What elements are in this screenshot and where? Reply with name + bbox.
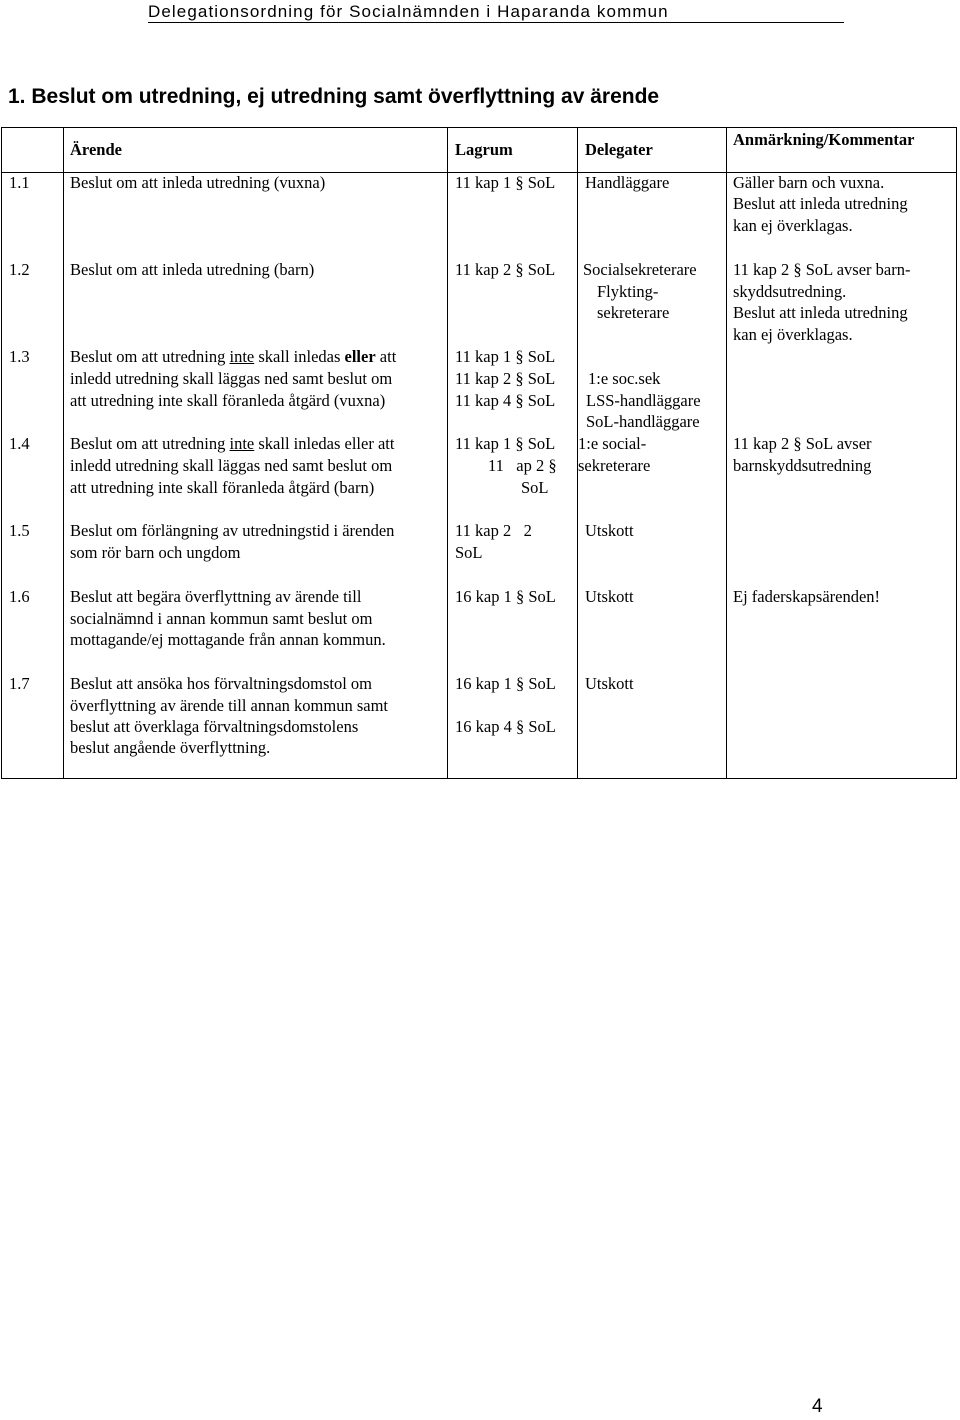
cell-arende: att utredning inte skall föranleda åtgärd (barn) (70, 478, 375, 497)
cell-lagrum: 11 kap 2 § SoL (455, 260, 556, 279)
column-header-lagrum: Lagrum (455, 140, 513, 159)
section-title: 1. Beslut om utredning, ej utredning samt överflyttning av ärende (8, 85, 660, 108)
cell-lagrum: SoL (455, 543, 483, 562)
row-number: 1.5 (9, 521, 30, 540)
cell-arende: beslut att överklaga förvaltningsdomstolens (70, 717, 359, 736)
cell-delegater: Utskott (585, 674, 634, 693)
cell-lagrum: 16 kap 1 § SoL (455, 587, 556, 606)
cell-lagrum: 11 kap 2 § SoL (455, 369, 556, 388)
cell-arende: Beslut om att inleda utredning (vuxna) (70, 173, 326, 192)
cell-delegater: sekreterare (597, 303, 670, 322)
cell-arende: som rör barn och ungdom (70, 543, 241, 562)
column-divider (447, 127, 448, 779)
cell-lagrum: 11 ap 2 § (488, 456, 557, 475)
cell-arende: Beslut om förlängning av utredningstid i ärenden (70, 521, 395, 540)
arende-text: skall inledas eller att (254, 434, 395, 453)
header-rule (148, 22, 844, 23)
cell-arende: socialnämnd i annan kommun samt beslut om (70, 609, 373, 628)
cell-lagrum: 11 kap 1 § SoL (455, 434, 556, 453)
cell-delegater: Flykting- (597, 282, 659, 301)
cell-delegater: 1:e soc.sek (588, 369, 661, 388)
cell-arende: beslut angående överflyttning. (70, 738, 271, 757)
row-number: 1.3 (9, 347, 30, 366)
cell-lagrum: SoL (521, 478, 549, 497)
cell-lagrum: 11 kap 4 § SoL (455, 391, 556, 410)
document-header: Delegationsordning för Socialnämnden i Haparanda kommun (148, 2, 669, 21)
row-number: 1.1 (9, 173, 30, 192)
cell-anmarkning: Gäller barn och vuxna. (733, 173, 885, 192)
cell-anmarkning: 11 kap 2 § SoL avser barn- (733, 260, 911, 279)
cell-arende: Beslut att ansöka hos förvaltningsdomstol om (70, 674, 373, 693)
cell-delegater: Utskott (585, 587, 634, 606)
cell-arende (70, 346, 396, 368)
cell-arende: Beslut om att inleda utredning (barn) (70, 260, 315, 279)
cell-arende: Beslut att begära överflyttning av ärende till (70, 587, 362, 606)
cell-lagrum: 11 kap 1 § SoL (455, 347, 556, 366)
column-header-delegater: Delegater (585, 140, 653, 159)
cell-delegater: Handläggare (585, 173, 670, 192)
cell-delegater: Socialsekreterare (583, 260, 697, 279)
row-number: 1.6 (9, 587, 30, 606)
cell-lagrum: 11 kap 1 § SoL (455, 173, 556, 192)
cell-delegater: 1:e social- (578, 434, 647, 453)
cell-delegater: SoL-handläggare (586, 412, 700, 431)
cell-arende: att utredning inte skall föranleda åtgärd (vuxna) (70, 391, 386, 410)
emphasis-inte: inte (229, 434, 255, 453)
cell-arende: inledd utredning skall läggas ned samt beslut om (70, 369, 393, 388)
page-number: 4 (812, 1396, 823, 1417)
cell-anmarkning: Beslut att inleda utredning (733, 194, 908, 213)
row-number: 1.7 (9, 674, 30, 693)
arende-text: skall inledas (254, 347, 345, 366)
column-divider (63, 127, 64, 779)
row-number: 1.2 (9, 260, 30, 279)
emphasis-eller: eller (344, 347, 376, 366)
cell-anmarkning: Beslut att inleda utredning (733, 303, 908, 322)
cell-anmarkning: 11 kap 2 § SoL avser (733, 434, 872, 453)
cell-arende: inledd utredning skall läggas ned samt beslut om (70, 456, 393, 475)
column-header-anmarkning: Anmärkning/Kommentar (733, 130, 915, 149)
cell-arende (70, 433, 394, 455)
cell-anmarkning: Ej faderskapsärenden! (733, 587, 881, 606)
column-divider (726, 127, 727, 779)
emphasis-inte: inte (229, 347, 255, 366)
cell-arende: överflyttning av ärende till annan kommun samt (70, 696, 389, 715)
cell-lagrum: 11 kap 2 2 (455, 521, 532, 540)
cell-anmarkning: kan ej överklagas. (733, 325, 853, 344)
arende-text: att (375, 347, 397, 366)
cell-arende: mottagande/ej mottagande från annan kommun. (70, 630, 386, 649)
cell-anmarkning: barnskyddsutredning (733, 456, 872, 475)
row-number: 1.4 (9, 434, 30, 453)
cell-lagrum: 16 kap 4 § SoL (455, 717, 556, 736)
arende-text: Beslut om att utredning (70, 434, 230, 453)
arende-text: Beslut om att utredning (70, 347, 230, 366)
cell-anmarkning: kan ej överklagas. (733, 216, 853, 235)
cell-lagrum: 16 kap 1 § SoL (455, 674, 556, 693)
cell-anmarkning: skyddsutredning. (733, 282, 847, 301)
cell-delegater: sekreterare (578, 456, 651, 475)
column-header-arende: Ärende (70, 140, 122, 159)
cell-delegater: Utskott (585, 521, 634, 540)
cell-delegater: LSS-handläggare (586, 391, 701, 410)
